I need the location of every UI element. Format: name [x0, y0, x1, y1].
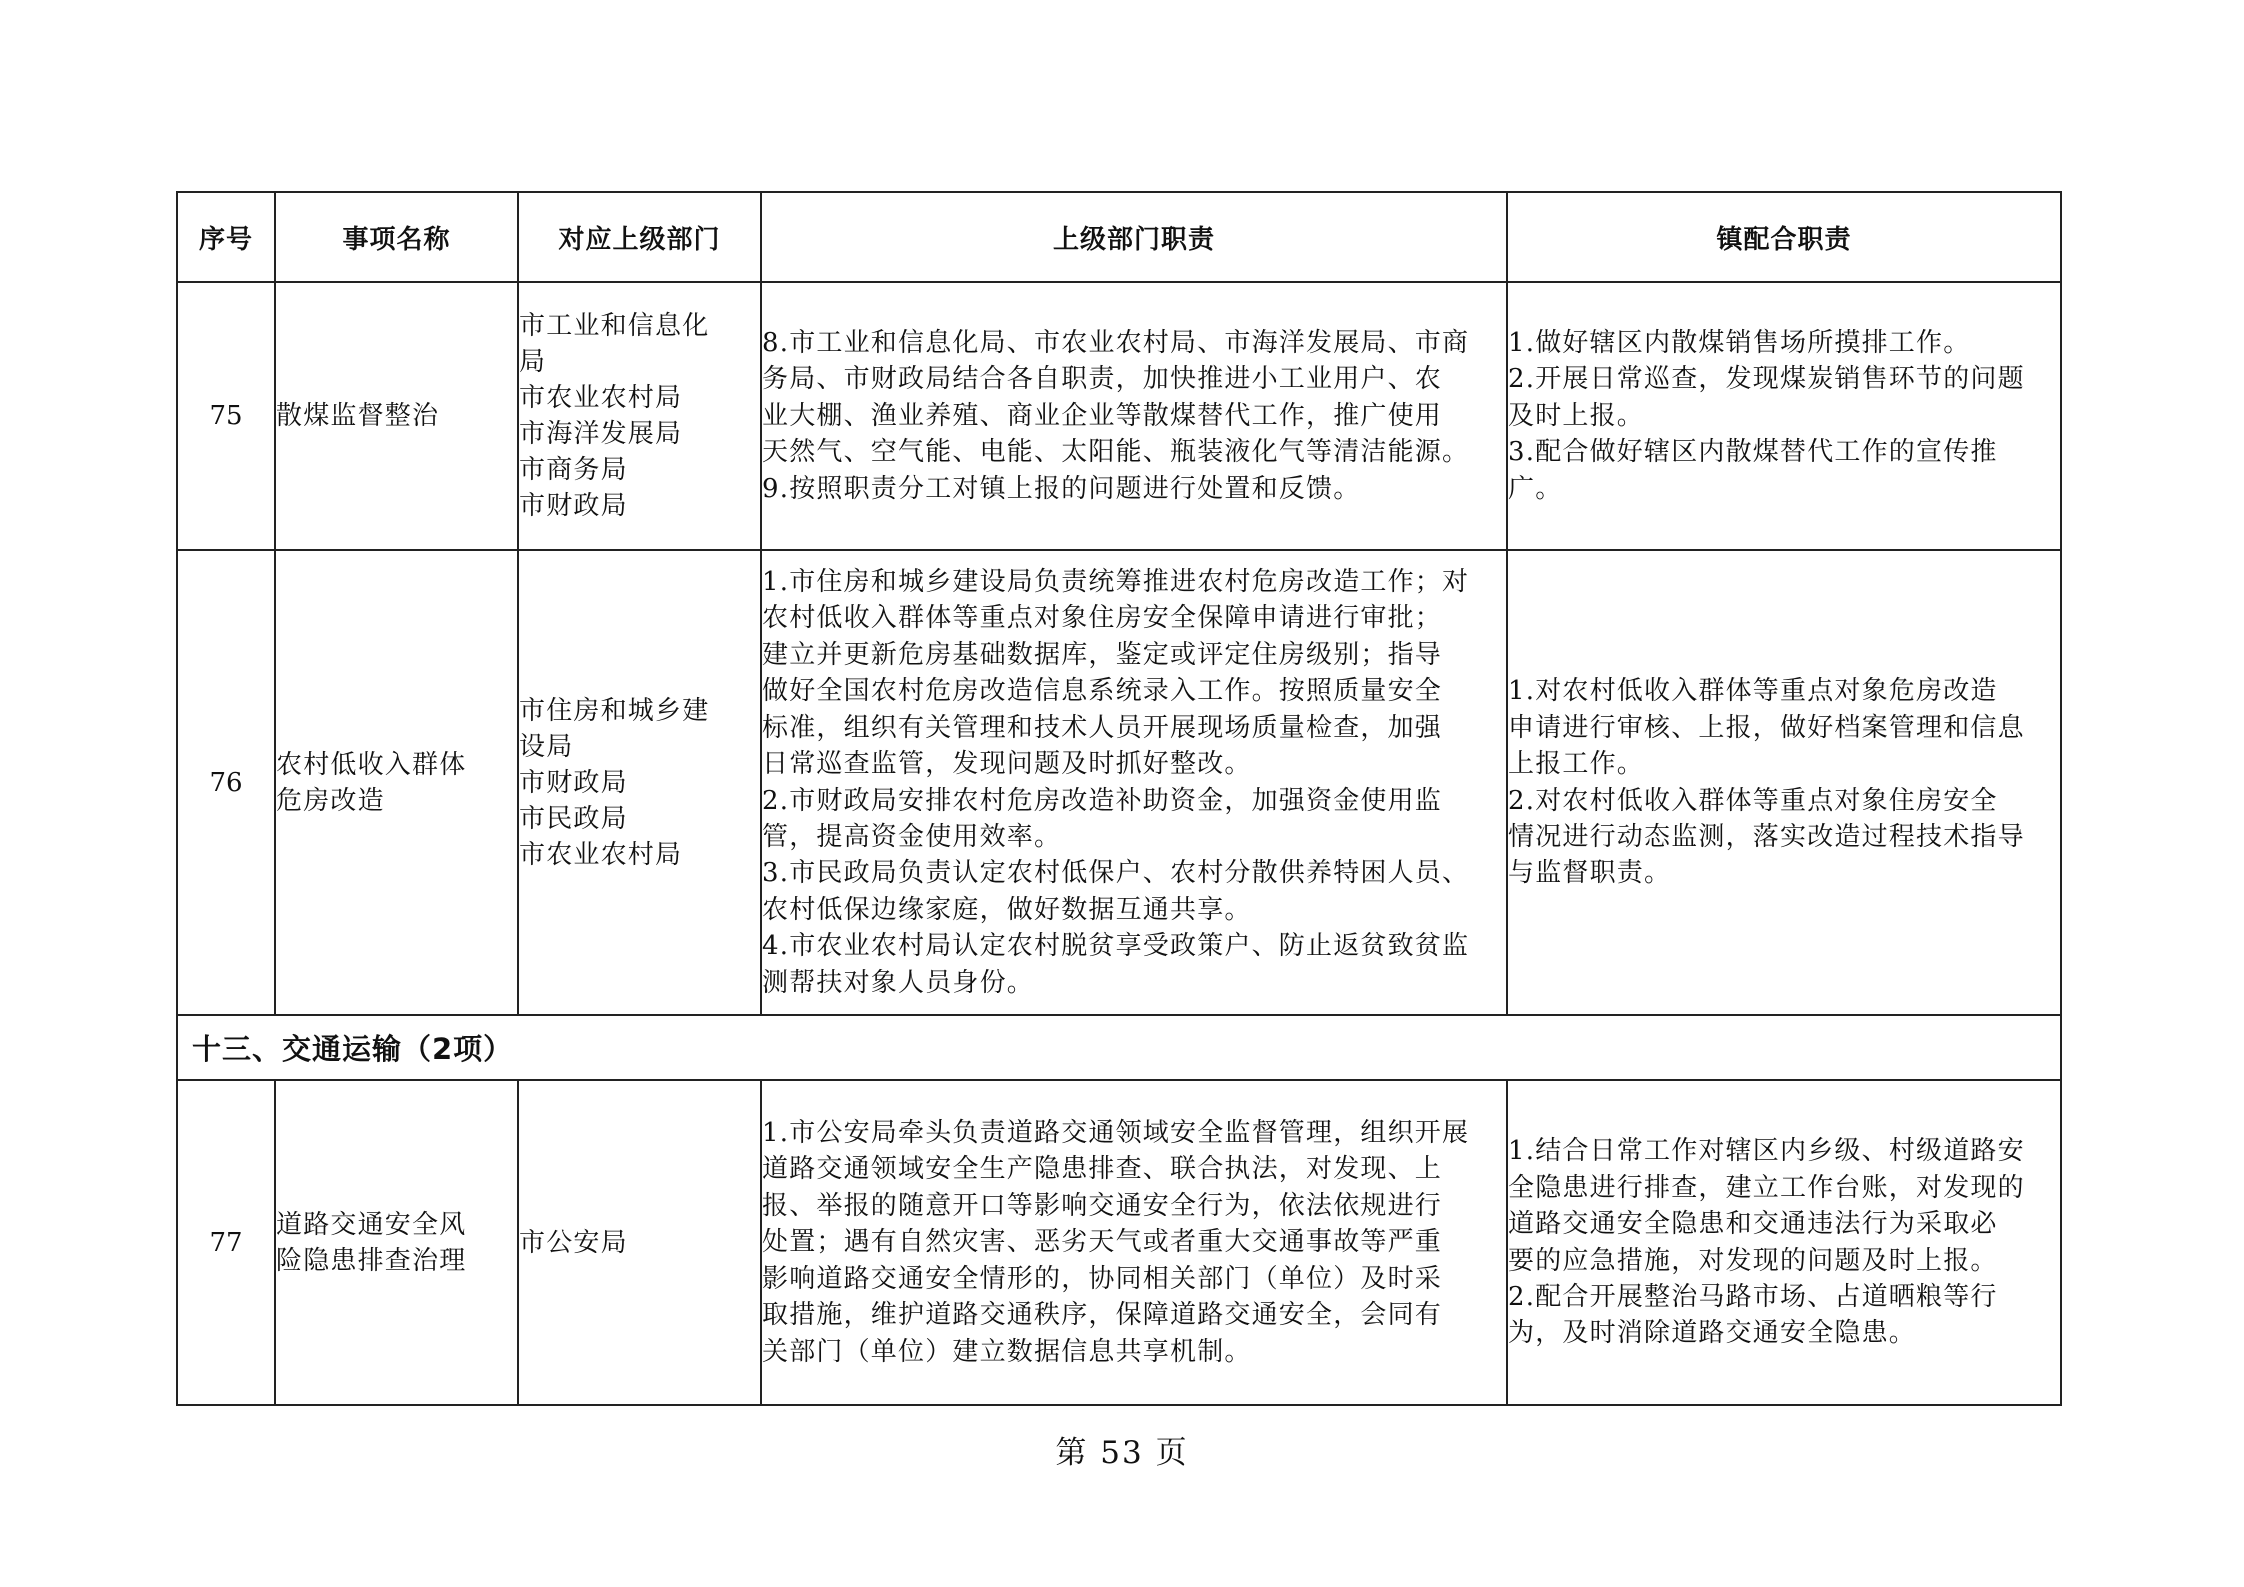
duty-line: 4.市农业农村局认定农村脱贫享受政策户、防止返贫致贫监: [762, 931, 1470, 962]
department-list: [518, 550, 761, 1015]
town-duty-line: 广。: [1508, 473, 1563, 504]
section-heading: 十三、交通运输（2项）: [177, 1015, 2061, 1080]
row-number: 77: [177, 1080, 275, 1405]
town-duty-line: 全隐患进行排查，建立工作台账，对发现的: [1508, 1172, 2025, 1203]
town-duty-line: 上报工作。: [1508, 749, 1645, 780]
duty-line: 业大棚、渔业养殖、商业企业等散煤替代工作，推广使用: [762, 400, 1443, 431]
duty-line: 2.市财政局安排农村危房改造补助资金，加强资金使用监: [762, 785, 1443, 816]
town-duty-line: 2.开展日常巡查，发现煤炭销售环节的问题: [1508, 364, 2025, 395]
header-serial-number: 序号: [177, 192, 275, 282]
department-line: 市农业农村局: [519, 383, 683, 413]
duty-line: 农村低收入群体等重点对象住房安全保障申请进行审批；: [762, 603, 1443, 634]
town-duty-text: [1507, 1080, 2061, 1405]
town-duty-line: 为，及时消除道路交通安全隐患。: [1508, 1318, 1917, 1349]
duty-line: 务局、市财政局结合各自职责，加快推进小工业用户、农: [762, 364, 1443, 395]
town-duty-text: [1507, 282, 2061, 550]
row-number: 76: [177, 550, 275, 1015]
section-row: [177, 1015, 2061, 1080]
duty-line: 报、举报的随意开口等影响交通安全行为，依法依规进行: [762, 1190, 1443, 1221]
department-line: 市农业农村局: [519, 839, 683, 870]
department-line: 市财政局: [519, 491, 628, 521]
header-superior-duty: 上级部门职责: [761, 192, 1507, 282]
department-line: 市海洋发展局: [519, 419, 683, 449]
header-town-duty: 镇配合职责: [1507, 192, 2061, 282]
item-name-line: 散煤监督整治: [276, 401, 440, 431]
table-row: [177, 1080, 2061, 1405]
department-line: 局: [519, 347, 547, 377]
page-number: 第 53 页: [1055, 1435, 1189, 1471]
item-name-line: 农村低收入群体: [276, 749, 467, 780]
duty-line: 农村低保边缘家庭，做好数据互通共享。: [762, 894, 1252, 925]
duty-line: 建立并更新危房基础数据库，鉴定或评定住房级别；指导: [762, 639, 1443, 670]
town-duty-line: 2.配合开展整治马路市场、占道晒粮等行: [1508, 1281, 1998, 1312]
duty-table: [176, 191, 2062, 1406]
table-row: [177, 282, 2061, 550]
town-duty-line: 1.做好辖区内散煤销售场所摸排工作。: [1508, 327, 1971, 358]
department-line: 设局: [519, 731, 574, 762]
duty-line: 做好全国农村危房改造信息系统录入工作。按照质量安全: [762, 676, 1443, 707]
department-line: 市公安局: [519, 1227, 628, 1258]
department-line: 市住房和城乡建: [519, 695, 710, 726]
department-list: [518, 282, 761, 550]
duty-line: 日常巡查监管，发现问题及时抓好整改。: [762, 749, 1252, 780]
town-duty-line: 1.对农村低收入群体等重点对象危房改造: [1508, 676, 1998, 707]
item-name: [275, 282, 518, 550]
duty-line: 天然气、空气能、电能、太阳能、瓶装液化气等清洁能源。: [762, 437, 1470, 468]
duty-line: 测帮扶对象人员身份。: [762, 967, 1035, 998]
town-duty-line: 2.对农村低收入群体等重点对象住房安全: [1508, 785, 1998, 816]
town-duty-line: 3.配合做好辖区内散煤替代工作的宣传推: [1508, 437, 1998, 468]
item-name-line: 道路交通安全风: [276, 1209, 467, 1240]
item-name: [275, 550, 518, 1015]
item-name-line: 险隐患排查治理: [276, 1245, 467, 1276]
duty-line: 1.市公安局牵头负责道路交通领域安全监督管理，组织开展: [762, 1118, 1470, 1149]
duty-line: 影响道路交通安全情形的，协同相关部门（单位）及时采: [762, 1263, 1443, 1294]
superior-duty-text: [761, 550, 1507, 1015]
duty-line: 取措施，维护道路交通秩序，保障道路交通安全，会同有: [762, 1300, 1443, 1331]
table-row: [177, 550, 2061, 1015]
header-item-name: 事项名称: [275, 192, 518, 282]
town-duty-line: 及时上报。: [1508, 400, 1645, 431]
header-superior-department: 对应上级部门: [518, 192, 761, 282]
duty-line: 9.按照职责分工对镇上报的问题进行处置和反馈。: [762, 473, 1361, 504]
table-header-row: [177, 192, 2061, 282]
department-line: 市工业和信息化: [519, 311, 710, 341]
town-duty-line: 申请进行审核、上报，做好档案管理和信息: [1508, 712, 2025, 743]
duty-line: 道路交通领域安全生产隐患排查、联合执法，对发现、上: [762, 1154, 1443, 1185]
duty-line: 标准，组织有关管理和技术人员开展现场质量检查，加强: [762, 712, 1443, 743]
town-duty-line: 要的应急措施，对发现的问题及时上报。: [1508, 1245, 1998, 1276]
duty-line: 8.市工业和信息化局、市农业农村局、市海洋发展局、市商: [762, 327, 1470, 358]
department-line: 市民政局: [519, 803, 628, 834]
town-duty-line: 1.结合日常工作对辖区内乡级、村级道路安: [1508, 1136, 2025, 1167]
superior-duty-text: [761, 282, 1507, 550]
item-name: [275, 1080, 518, 1405]
duty-line: 3.市民政局负责认定农村低保户、农村分散供养特困人员、: [762, 858, 1470, 889]
town-duty-line: 道路交通安全隐患和交通违法行为采取必: [1508, 1209, 1998, 1240]
department-line: 市财政局: [519, 767, 628, 798]
town-duty-line: 情况进行动态监测，落实改造过程技术指导: [1508, 821, 2025, 852]
superior-duty-text: [761, 1080, 1507, 1405]
town-duty-text: [1507, 550, 2061, 1015]
duty-line: 1.市住房和城乡建设局负责统筹推进农村危房改造工作；对: [762, 567, 1470, 598]
duty-line: 处置；遇有自然灾害、恶劣天气或者重大交通事故等严重: [762, 1227, 1443, 1258]
town-duty-line: 与监督职责。: [1508, 858, 1672, 889]
row-number: 75: [177, 282, 275, 550]
department-line: 市商务局: [519, 455, 628, 485]
department-list: [518, 1080, 761, 1405]
duty-line: 关部门（单位）建立数据信息共享机制。: [762, 1336, 1252, 1367]
duty-line: 管，提高资金使用效率。: [762, 821, 1062, 852]
item-name-line: 危房改造: [276, 785, 385, 816]
